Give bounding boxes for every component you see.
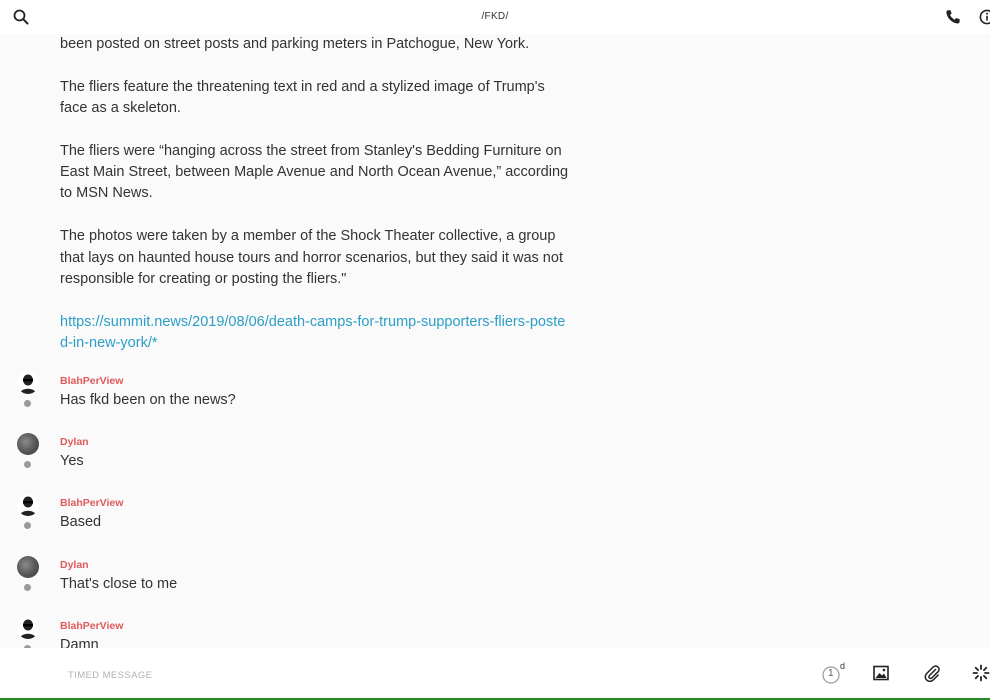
message-text: That's close to me — [60, 576, 178, 592]
info-icon — [979, 9, 990, 25]
avatar[interactable] — [17, 494, 39, 516]
top-bar — [0, 0, 990, 34]
message-item — [0, 617, 990, 648]
message-text: Damn — [60, 637, 99, 648]
timer-value: 1 — [828, 668, 834, 679]
message-item — [0, 494, 990, 554]
post-link[interactable]: https://summit.news/2019/08/06/death-camps-for-trump-supporters-fliers-posted-in-new-york/* — [60, 313, 566, 351]
post-paragraph: The fliers were “hanging across the street from Stanley's Bedding Furniture on East Main Street, between Maple Avenue and North Ocean Avenue,” according to MSN News. — [60, 142, 569, 202]
image-icon — [873, 665, 889, 681]
timer-button[interactable] — [821, 663, 847, 685]
attach-button[interactable] — [923, 664, 941, 682]
message-sender[interactable]: BlahPerView — [60, 375, 124, 387]
avatar[interactable] — [17, 372, 39, 394]
status-dot — [24, 522, 31, 529]
status-dot — [24, 400, 31, 407]
loading-spinner-icon — [972, 664, 990, 682]
message-text: Yes — [60, 453, 84, 469]
paperclip-icon — [923, 664, 941, 682]
message-sender[interactable]: Dylan — [60, 559, 89, 571]
message-list[interactable] — [0, 34, 990, 648]
phone-icon — [945, 9, 961, 25]
shared-post — [60, 34, 570, 354]
message-sender[interactable]: BlahPerView — [60, 497, 124, 509]
post-paragraph: The fliers feature the threatening text in red and a stylized image of Trump's face as a skeleton. — [60, 78, 545, 117]
message-item — [0, 372, 990, 432]
message-sender[interactable]: BlahPerView — [60, 620, 124, 632]
composer-bar — [0, 648, 990, 700]
timer-unit: d — [840, 661, 846, 671]
info-button[interactable] — [978, 8, 990, 26]
status-dot — [24, 584, 31, 591]
status-dot — [24, 461, 31, 468]
image-button[interactable] — [873, 665, 889, 681]
avatar[interactable] — [17, 556, 39, 578]
call-button[interactable] — [944, 8, 962, 26]
message-text: Has fkd been on the news? — [60, 392, 236, 408]
post-paragraph: been posted on street posts and parking meters in Patchogue, New York. — [60, 36, 530, 52]
message-item — [0, 433, 990, 493]
post-paragraph: The photos were taken by a member of the Shock Theater collective, a group that lays on haunted house tours and horror scenarios, but they said it was not responsible for creating or posting the fliers." — [60, 228, 563, 287]
message-text: Based — [60, 514, 102, 530]
avatar[interactable] — [17, 433, 39, 455]
avatar[interactable] — [17, 617, 39, 639]
message-input[interactable] — [66, 665, 670, 685]
conversation-title: /FKD/ — [481, 11, 509, 22]
message-sender[interactable]: Dylan — [60, 436, 89, 448]
message-item — [0, 556, 990, 616]
more-button[interactable] — [972, 664, 990, 682]
